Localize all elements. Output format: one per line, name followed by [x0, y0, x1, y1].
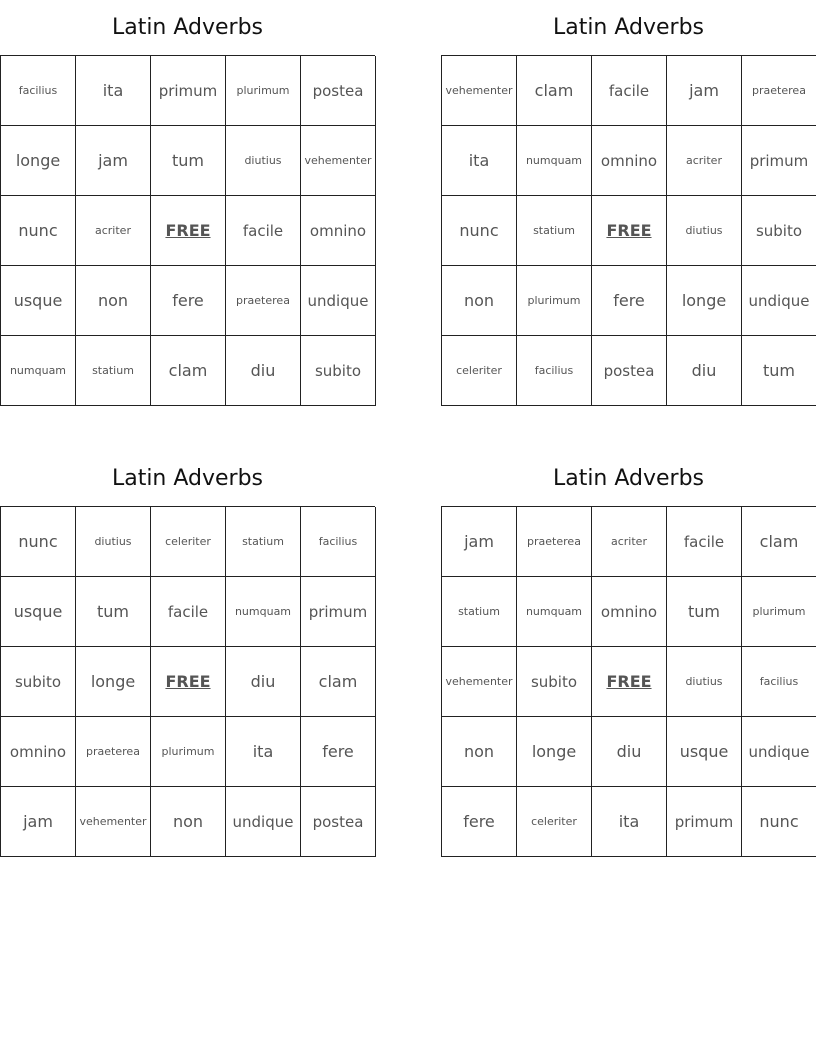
bingo-cell: postea [301, 56, 376, 126]
free-space-cell: FREE [592, 196, 667, 266]
bingo-cell: celeriter [151, 507, 226, 577]
bingo-cell: jam [442, 507, 517, 577]
bingo-cell: statium [442, 577, 517, 647]
bingo-cell: praeterea [742, 56, 816, 126]
bingo-cell: tum [667, 577, 742, 647]
bingo-cell: primum [742, 126, 816, 196]
bingo-cell: ita [592, 787, 667, 857]
bingo-cell: non [76, 266, 151, 336]
bingo-cell: numquam [1, 336, 76, 406]
bingo-cell: vehementer [442, 56, 517, 126]
bingo-grid [0, 55, 375, 406]
bingo-cell: numquam [226, 577, 301, 647]
bingo-cell: facilius [301, 507, 376, 577]
bingo-cell: omnino [592, 577, 667, 647]
bingo-cell: undique [226, 787, 301, 857]
bingo-cell: diutius [226, 126, 301, 196]
bingo-cell: nunc [1, 196, 76, 266]
bingo-cell: plurimum [226, 56, 301, 126]
bingo-cell: praeterea [226, 266, 301, 336]
bingo-cell: ita [76, 56, 151, 126]
bingo-cell: facile [592, 56, 667, 126]
bingo-cell: subito [301, 336, 376, 406]
bingo-card-2 [441, 0, 816, 406]
bingo-cell: fere [442, 787, 517, 857]
bingo-cell: vehementer [301, 126, 376, 196]
bingo-cell: longe [1, 126, 76, 196]
bingo-cell: usque [1, 577, 76, 647]
bingo-cell: non [442, 717, 517, 787]
bingo-cell: vehementer [76, 787, 151, 857]
bingo-cell: acriter [592, 507, 667, 577]
bingo-cell: undique [742, 717, 816, 787]
bingo-cell: nunc [442, 196, 517, 266]
bingo-cell: numquam [517, 126, 592, 196]
bingo-cell: nunc [742, 787, 816, 857]
bingo-cell: primum [667, 787, 742, 857]
bingo-cell: vehementer [442, 647, 517, 717]
bingo-cell: numquam [517, 577, 592, 647]
bingo-cell: plurimum [742, 577, 816, 647]
bingo-cell: statium [76, 336, 151, 406]
bingo-cell: diutius [76, 507, 151, 577]
card-title: Latin Adverbs [552, 466, 705, 491]
bingo-cell: omnino [592, 126, 667, 196]
card-title: Latin Adverbs [111, 15, 264, 40]
bingo-cell: usque [667, 717, 742, 787]
card-title: Latin Adverbs [111, 466, 264, 491]
bingo-cell: plurimum [151, 717, 226, 787]
bingo-cell: postea [301, 787, 376, 857]
bingo-cell: facilius [742, 647, 816, 717]
bingo-cell: tum [151, 126, 226, 196]
bingo-cell: tum [742, 336, 816, 406]
bingo-cell: facilius [1, 56, 76, 126]
bingo-cell: non [151, 787, 226, 857]
free-space-cell: FREE [151, 196, 226, 266]
bingo-grid [441, 55, 816, 406]
bingo-cell: ita [442, 126, 517, 196]
bingo-cell: fere [301, 717, 376, 787]
bingo-cell: plurimum [517, 266, 592, 336]
free-space-cell: FREE [151, 647, 226, 717]
bingo-card-1 [0, 0, 375, 406]
bingo-cell: celeriter [442, 336, 517, 406]
bingo-cell: praeterea [76, 717, 151, 787]
bingo-cell: acriter [76, 196, 151, 266]
bingo-cell: clam [301, 647, 376, 717]
bingo-grid [441, 506, 816, 857]
bingo-cell: diu [592, 717, 667, 787]
bingo-cell: jam [667, 56, 742, 126]
bingo-cell: facile [667, 507, 742, 577]
bingo-cell: subito [742, 196, 816, 266]
bingo-cell: primum [151, 56, 226, 126]
bingo-cell: fere [592, 266, 667, 336]
bingo-cell: praeterea [517, 507, 592, 577]
bingo-cell: longe [76, 647, 151, 717]
bingo-cell: ita [226, 717, 301, 787]
bingo-cell: longe [667, 266, 742, 336]
bingo-cell: facile [151, 577, 226, 647]
bingo-cell: longe [517, 717, 592, 787]
bingo-cell: diu [667, 336, 742, 406]
bingo-cell: facile [226, 196, 301, 266]
bingo-cell: primum [301, 577, 376, 647]
bingo-cell: clam [517, 56, 592, 126]
bingo-cell: subito [517, 647, 592, 717]
bingo-grid [0, 506, 375, 857]
bingo-cell: statium [517, 196, 592, 266]
bingo-cell: undique [301, 266, 376, 336]
bingo-cell: jam [76, 126, 151, 196]
bingo-cell: postea [592, 336, 667, 406]
card-title: Latin Adverbs [552, 15, 705, 40]
bingo-cell: usque [1, 266, 76, 336]
free-space-cell: FREE [592, 647, 667, 717]
bingo-cell: nunc [1, 507, 76, 577]
bingo-card-4 [441, 451, 816, 857]
bingo-cell: subito [1, 647, 76, 717]
bingo-cell: omnino [1, 717, 76, 787]
bingo-cell: undique [742, 266, 816, 336]
bingo-cell: jam [1, 787, 76, 857]
bingo-cell: clam [742, 507, 816, 577]
bingo-cell: fere [151, 266, 226, 336]
bingo-cell: diu [226, 336, 301, 406]
bingo-cell: diutius [667, 647, 742, 717]
bingo-cell: celeriter [517, 787, 592, 857]
bingo-card-3 [0, 451, 375, 857]
bingo-cell: diu [226, 647, 301, 717]
bingo-cell: tum [76, 577, 151, 647]
bingo-cell: omnino [301, 196, 376, 266]
bingo-cell: statium [226, 507, 301, 577]
bingo-cell: acriter [667, 126, 742, 196]
bingo-cell: diutius [667, 196, 742, 266]
bingo-cell: clam [151, 336, 226, 406]
bingo-cell: non [442, 266, 517, 336]
bingo-cell: facilius [517, 336, 592, 406]
